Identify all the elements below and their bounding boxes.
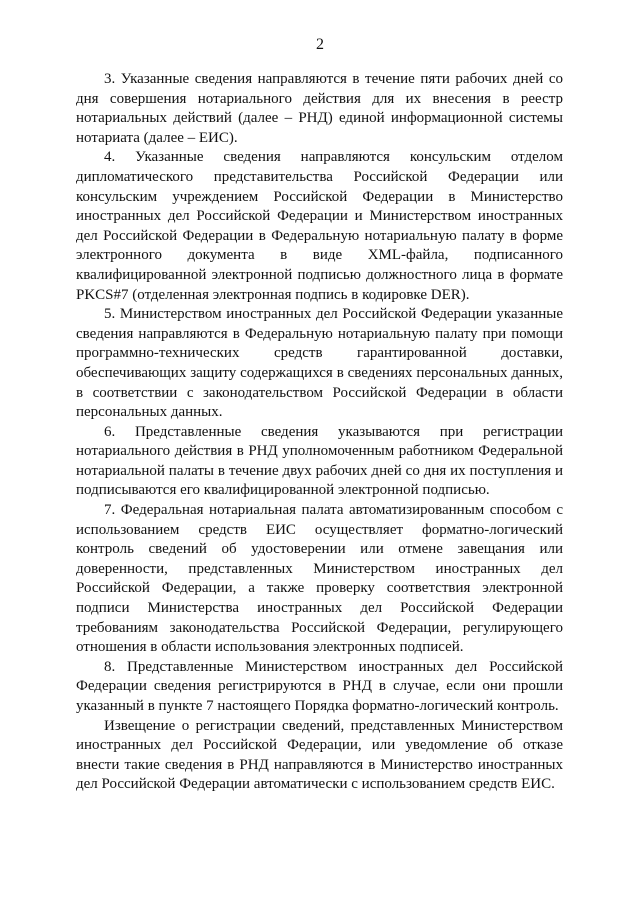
paragraph-notice: Извещение о регистрации сведений, представленных Министерством иностранных дел Российской Федерации, или уведомление об отказе внести такие сведения в РНД направляются в Министерство иностранных дел Российской Федерации автоматически с использованием средств ЕИС. [76, 717, 563, 793]
paragraph-6: 6. Представленные сведения указываются при регистрации нотариального действия в РНД уполномоченным работником Федеральной нотариальной палаты в течение двух рабочих дней со дня их поступления и подписываются его квалифицированной электронной подписью. [76, 423, 563, 499]
page-number: 2 [316, 36, 324, 53]
document-body [76, 70, 563, 795]
paragraph-7: 7. Федеральная нотариальная палата автоматизированным способом с использованием средств ЕИС осуществляет форматно-логический контроль сведений об удостоверении или отмене завещания или доверенности, представленных Министерством иностранных дел Российской Федерации, а также проверку соответствия электронной подписи Министерства иностранных дел Российской Федерации требованиям законодательства Российской Федерации, регулирующего отношения в области использования электронных подписей. [76, 502, 563, 656]
paragraph-3: 3. Указанные сведения направляются в течение пяти рабочих дней со дня совершения нотариального действия для их внесения в реестр нотариальных действий (далее – РНД) единой информационной системы нотариата (далее – ЕИС). [76, 71, 563, 146]
paragraph-4: 4. Указанные сведения направляются консульским отделом дипломатического представительства Российской Федерации или консульским учреждением Российской Федерации в Министерство иностранных дел Российской Федерации и Министерством иностранных дел Российской Федерации в Федеральную нотариальную палату в форме электронного документа в виде XML-файла, подписанного квалифицированной электронной подписью должностного лица в формате PKCS#7 (отделенная электронная подпись в кодировке DER). [76, 149, 563, 303]
paragraph-5: 5. Министерством иностранных дел Российской Федерации указанные сведения направляются в Федеральную нотариальную палату при помощи программно-технических средств гарантированной доставки, обеспечивающих защиту содержащихся в сведениях персональных данных, в соответствии с законодательством Российской Федерации в области персональных данных. [76, 306, 563, 421]
paragraph-8: 8. Представленные Министерством иностранных дел Российской Федерации сведения регистрируются в РНД в случае, если они прошли указанный в пункте 7 настоящего Порядка форматно-логический контроль. [76, 658, 563, 714]
